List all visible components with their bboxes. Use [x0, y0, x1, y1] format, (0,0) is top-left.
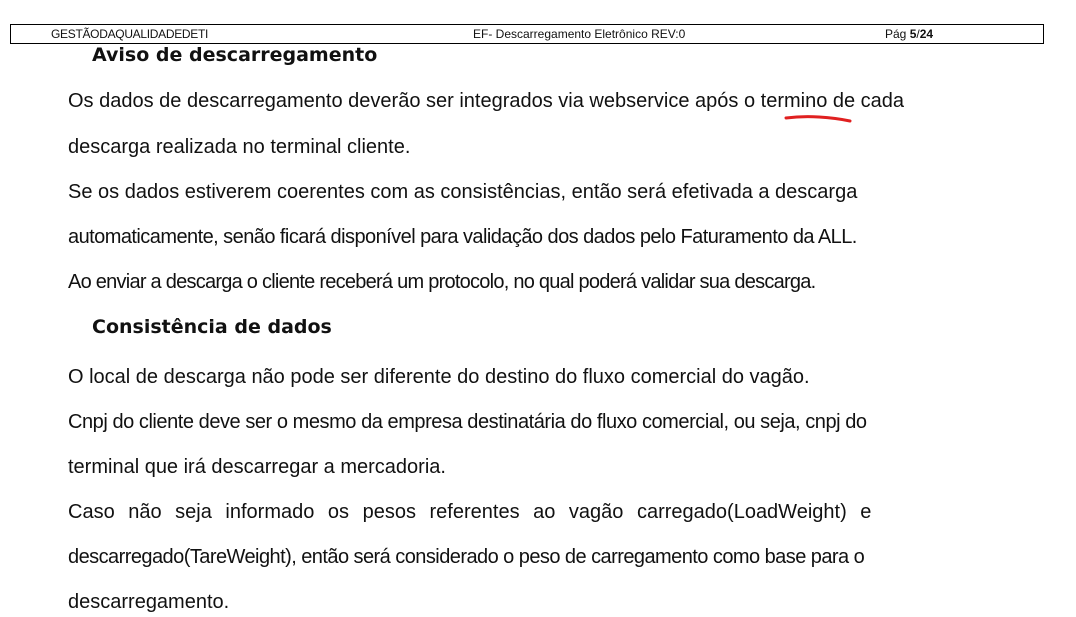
paragraph-line: O local de descarga não pode ser diferente do destino do fluxo comercial do vagão. [68, 366, 810, 388]
paragraph-line: Se os dados estiverem coerentes com as consistências, então será efetivada a descarga [68, 181, 858, 203]
text-segment: termino de cada [755, 90, 905, 112]
paragraph-line: descarga realizada no terminal cliente. [68, 136, 411, 158]
red-underline-annotation [784, 112, 854, 124]
underlined-text: após o [695, 90, 756, 112]
paragraph-line: automaticamente, senão ficará disponível para validação dos dados pelo Faturamento da ALL. [68, 226, 857, 248]
page-current: 5 [909, 27, 917, 41]
text-segment: Os dados de descarregamento deverão ser integrados via webservice [68, 90, 696, 112]
header-page-number [885, 25, 933, 43]
paragraph-line: Caso não seja informado os pesos referentes ao vagão carregado(LoadWeight) e [68, 501, 872, 523]
page-header [10, 24, 1044, 44]
paragraph-line: descarregamento. [68, 591, 230, 613]
paragraph-line: Ao enviar a descarga o cliente receberá um protocolo, no qual poderá validar sua descarga. [68, 271, 816, 293]
page-total: 24 [919, 27, 934, 41]
paragraph-line: descarregado(TareWeight), então será considerado o peso de carregamento como base para o [68, 546, 865, 568]
header-department: GESTÃODAQUALIDADEDETI [51, 27, 209, 41]
section-heading-consistencia: Consistência de dados [92, 316, 332, 338]
paragraph-line [68, 90, 904, 113]
page-separator: / [916, 27, 920, 41]
paragraph-line: Cnpj do cliente deve ser o mesmo da empresa destinatária do fluxo comercial, ou seja, cnpj do [68, 411, 867, 433]
section-heading-aviso: Aviso de descarregamento [92, 44, 378, 66]
page-prefix: Pág [885, 27, 907, 41]
header-document-title: EF- Descarregamento Eletrônico REV:0 [473, 27, 686, 41]
paragraph-line: terminal que irá descarregar a mercadoria. [68, 456, 446, 478]
